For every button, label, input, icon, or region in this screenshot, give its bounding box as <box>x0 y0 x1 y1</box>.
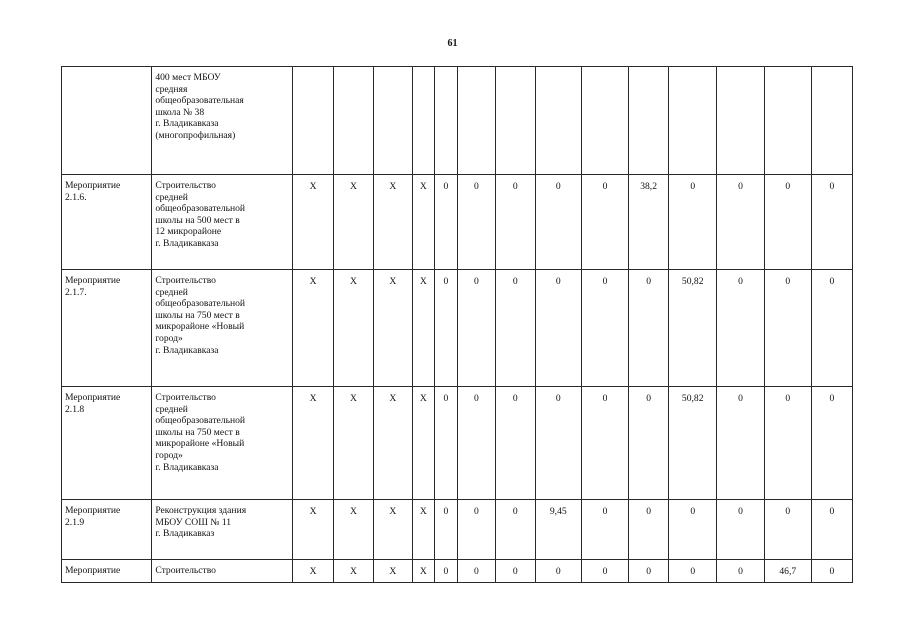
table-row <box>62 560 853 583</box>
measure-description-cell <box>152 67 293 175</box>
measure-label-line: Мероприятие <box>65 275 121 286</box>
measure-description-line: школы на 750 мест в <box>155 309 240 321</box>
measure-label-line: 2.1.7. <box>65 286 87 298</box>
measure-description-line: город» <box>155 332 183 344</box>
measure-label-line: 2.1.6. <box>65 191 87 203</box>
measure-description-line: 12 микрорайоне <box>155 226 222 238</box>
measure-description-cell <box>152 175 293 270</box>
value-cell: 0 <box>811 560 852 583</box>
value-cell: 0 <box>495 387 535 500</box>
value-cell <box>629 67 669 175</box>
value-cell: 0 <box>434 387 457 500</box>
table-row <box>62 67 853 175</box>
value-cell <box>717 67 764 175</box>
value-cell: 0 <box>669 175 717 270</box>
value-cell: X <box>412 270 434 387</box>
value-cell: X <box>334 560 374 583</box>
value-cell: 0 <box>811 270 852 387</box>
value-cell: 0 <box>495 500 535 560</box>
value-cell: X <box>334 500 374 560</box>
measure-description-line: г. Владикавказа <box>155 237 219 249</box>
value-cell: 0 <box>457 387 495 500</box>
measure-description-line: школы на 750 мест в <box>155 426 240 438</box>
measure-description-cell <box>152 500 293 560</box>
table-row <box>62 175 853 270</box>
value-cell: 0 <box>629 560 669 583</box>
value-cell: X <box>412 175 434 270</box>
measure-description-line: Строительство <box>155 565 216 576</box>
value-cell: 0 <box>434 270 457 387</box>
value-cell: 0 <box>764 387 811 500</box>
value-cell: 0 <box>457 270 495 387</box>
measure-label-line: Мероприятие <box>65 392 121 403</box>
value-cell: 0 <box>581 500 628 560</box>
value-cell: X <box>293 175 334 270</box>
measure-description-line: МБОУ СОШ № 11 <box>155 516 232 528</box>
measure-label-line: 2.1.9 <box>65 516 85 528</box>
value-cell: 46,7 <box>764 560 811 583</box>
measure-description-line: средней <box>155 286 188 298</box>
value-cell: X <box>334 270 374 387</box>
value-cell <box>764 67 811 175</box>
value-cell: 0 <box>764 175 811 270</box>
value-cell: X <box>412 500 434 560</box>
value-cell: 0 <box>717 270 764 387</box>
value-cell: X <box>334 387 374 500</box>
value-cell: X <box>373 560 412 583</box>
value-cell: 0 <box>764 270 811 387</box>
value-cell: 50,82 <box>669 270 717 387</box>
value-cell: X <box>334 175 374 270</box>
measure-description-line: микрорайоне «Новый <box>155 438 245 450</box>
measure-description-line: общеобразовательная <box>155 95 244 107</box>
value-cell: 9,45 <box>535 500 581 560</box>
table-row <box>62 387 853 500</box>
measure-description-line: город» <box>155 449 183 461</box>
page-number: 61 <box>447 38 458 49</box>
value-cell: 0 <box>535 270 581 387</box>
measure-label-cell <box>62 500 152 560</box>
value-cell <box>334 67 374 175</box>
value-cell: 0 <box>535 175 581 270</box>
measure-label-cell <box>62 387 152 500</box>
value-cell: 0 <box>581 270 628 387</box>
measure-label-line: Мероприятие <box>65 505 121 516</box>
measure-description-line: микрорайоне «Новый <box>155 321 245 333</box>
measure-description-line: г. Владикавказа <box>155 344 219 356</box>
value-cell: 0 <box>581 560 628 583</box>
measure-label-cell <box>62 175 152 270</box>
value-cell: 0 <box>434 175 457 270</box>
measure-description-cell <box>152 560 293 583</box>
table-row <box>62 500 853 560</box>
value-cell: 0 <box>629 270 669 387</box>
value-cell: X <box>293 270 334 387</box>
value-cell <box>535 67 581 175</box>
value-cell: X <box>293 500 334 560</box>
measure-description-line: общеобразовательной <box>155 415 246 427</box>
measure-description-line: средней <box>155 191 188 203</box>
value-cell: X <box>373 500 412 560</box>
value-cell: 0 <box>669 560 717 583</box>
value-cell <box>811 67 852 175</box>
value-cell: X <box>373 175 412 270</box>
table-body <box>62 67 853 583</box>
measure-description-line: Строительство <box>155 275 216 286</box>
value-cell: 0 <box>457 175 495 270</box>
measure-label-line: 2.1.8 <box>65 403 85 415</box>
measure-description-line: г. Владикавказ <box>155 528 215 540</box>
measure-description-line: 400 мест МБОУ <box>155 72 221 83</box>
value-cell: 0 <box>669 500 717 560</box>
measure-description-cell <box>152 387 293 500</box>
value-cell: X <box>293 387 334 500</box>
measure-label-line: Мероприятие <box>65 565 121 576</box>
measure-label-cell <box>62 560 152 583</box>
value-cell: 0 <box>717 500 764 560</box>
value-cell: 0 <box>434 500 457 560</box>
value-cell: 0 <box>811 500 852 560</box>
value-cell <box>373 67 412 175</box>
measure-description-line: (многопрофильная) <box>155 129 236 141</box>
measure-description-line: Реконструкция здания <box>155 505 247 516</box>
value-cell: X <box>373 387 412 500</box>
value-cell: 0 <box>581 387 628 500</box>
measure-description-line: школа № 38 <box>155 106 205 118</box>
value-cell <box>457 67 495 175</box>
value-cell: 0 <box>495 560 535 583</box>
value-cell: X <box>412 387 434 500</box>
measure-description-line: общеобразовательной <box>155 298 246 310</box>
measure-description-line: общеобразовательной <box>155 203 246 215</box>
value-cell: 0 <box>717 387 764 500</box>
value-cell <box>434 67 457 175</box>
value-cell: 0 <box>495 175 535 270</box>
value-cell: 0 <box>581 175 628 270</box>
value-cell <box>669 67 717 175</box>
measure-description-line: г. Владикавказа <box>155 118 219 130</box>
value-cell: 0 <box>717 175 764 270</box>
value-cell: 0 <box>717 560 764 583</box>
value-cell: 0 <box>629 500 669 560</box>
measure-description-cell <box>152 270 293 387</box>
measures-table <box>61 66 853 583</box>
measure-description-line: Строительство <box>155 392 216 403</box>
value-cell: 50,82 <box>669 387 717 500</box>
measure-description-line: школы на 500 мест в <box>155 214 240 226</box>
table-row <box>62 270 853 387</box>
value-cell: 0 <box>495 270 535 387</box>
value-cell: 0 <box>811 387 852 500</box>
measure-label-cell <box>62 270 152 387</box>
value-cell <box>293 67 334 175</box>
value-cell: 0 <box>535 387 581 500</box>
value-cell: 0 <box>457 500 495 560</box>
value-cell: 0 <box>535 560 581 583</box>
value-cell <box>412 67 434 175</box>
value-cell: 0 <box>811 175 852 270</box>
measure-label-line: Мероприятие <box>65 180 121 191</box>
value-cell: X <box>412 560 434 583</box>
value-cell: X <box>373 270 412 387</box>
measure-description-line: г. Владикавказа <box>155 461 219 473</box>
value-cell: 38,2 <box>629 175 669 270</box>
value-cell: 0 <box>457 560 495 583</box>
value-cell <box>495 67 535 175</box>
value-cell: 0 <box>764 500 811 560</box>
measure-description-line: средняя <box>155 83 188 95</box>
measure-label-cell <box>62 67 152 175</box>
value-cell: 0 <box>434 560 457 583</box>
measure-description-line: Строительство <box>155 180 216 191</box>
value-cell: X <box>293 560 334 583</box>
value-cell <box>581 67 628 175</box>
measure-description-line: средней <box>155 403 188 415</box>
value-cell: 0 <box>629 387 669 500</box>
